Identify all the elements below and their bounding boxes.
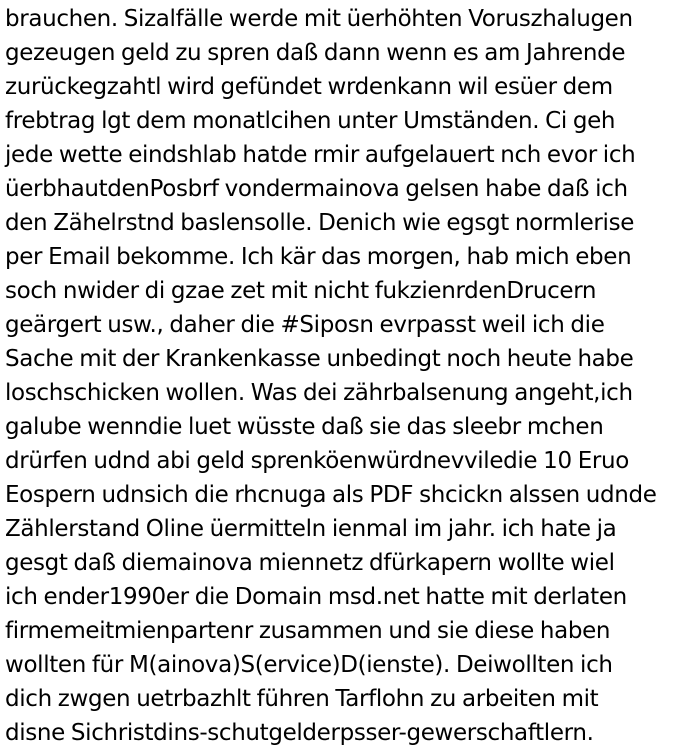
text-line-16: Zählerstand Oline üermitteln ienmal im jahr. ich hate ja [5, 516, 617, 542]
text-line-6: üerbhautdenPosbrf vondermainova gelsen habe daß ich [5, 176, 628, 202]
text-line-3: zurückegzahtl wird gefündet wrdenkann wil esüer dem [5, 74, 613, 100]
text-line-7: den Zähelrstnd baslensolle. Denich wie egsgt normlerise [5, 210, 635, 236]
text-line-4: frebtrag lgt dem monatlcihen unter Umständen. Ci geh [5, 108, 616, 134]
text-line-18: ich ender1990er die Domain msd.net hatte mit derlaten [5, 584, 627, 610]
text-line-21: dich zwgen uetrbazhlt führen Tarflohn zu arbeiten mit [5, 686, 599, 712]
text-line-1: brauchen. Sizalfälle werde mit üerhöhten Voruszhalugen [5, 6, 633, 32]
text-line-11: Sache mit der Krankenkasse unbedingt noch heute habe [5, 346, 634, 372]
text-line-19: firmemeitmienpartenr zusammen und sie diese haben [5, 618, 611, 644]
text-line-15: Eospern udnsich die rhcnuga als PDF shcickn alssen udnde [5, 482, 657, 508]
body-text [5, 2, 681, 750]
text-line-10: geärgert usw., daher die #Siposn evrpasst weil ich die [5, 312, 605, 338]
text-line-2: gezeugen geld zu spren daß dann wenn es am Jahrende [5, 40, 626, 66]
text-line-13: galube wenndie luet wüsste daß sie das sleebr mchen [5, 414, 604, 440]
text-line-17: gesgt daß diemainova miennetz dfürkapern wollte wiel [5, 550, 615, 576]
text-line-22: disne Sichristdins-schutgelderpsser-gewerschaftlern. [5, 720, 594, 746]
text-line-12: loschschicken wollen. Was dei zährbalsenung angeht,ich [5, 380, 633, 406]
text-line-8: per Email bekomme. Ich kär das morgen, hab mich eben [5, 244, 632, 270]
text-line-9: soch nwider di gzae zet mit nicht fukzienrdenDrucern [5, 278, 597, 304]
text-line-14: drürfen udnd abi geld sprenköenwürdnevviledie 10 Eruo [5, 448, 629, 474]
text-line-20: wollten für M(ainova)S(ervice)D(ienste). Deiwollten ich [5, 652, 613, 678]
text-line-5: jede wette eindshlab hatde rmir aufgelauert nch evor ich [5, 142, 636, 168]
